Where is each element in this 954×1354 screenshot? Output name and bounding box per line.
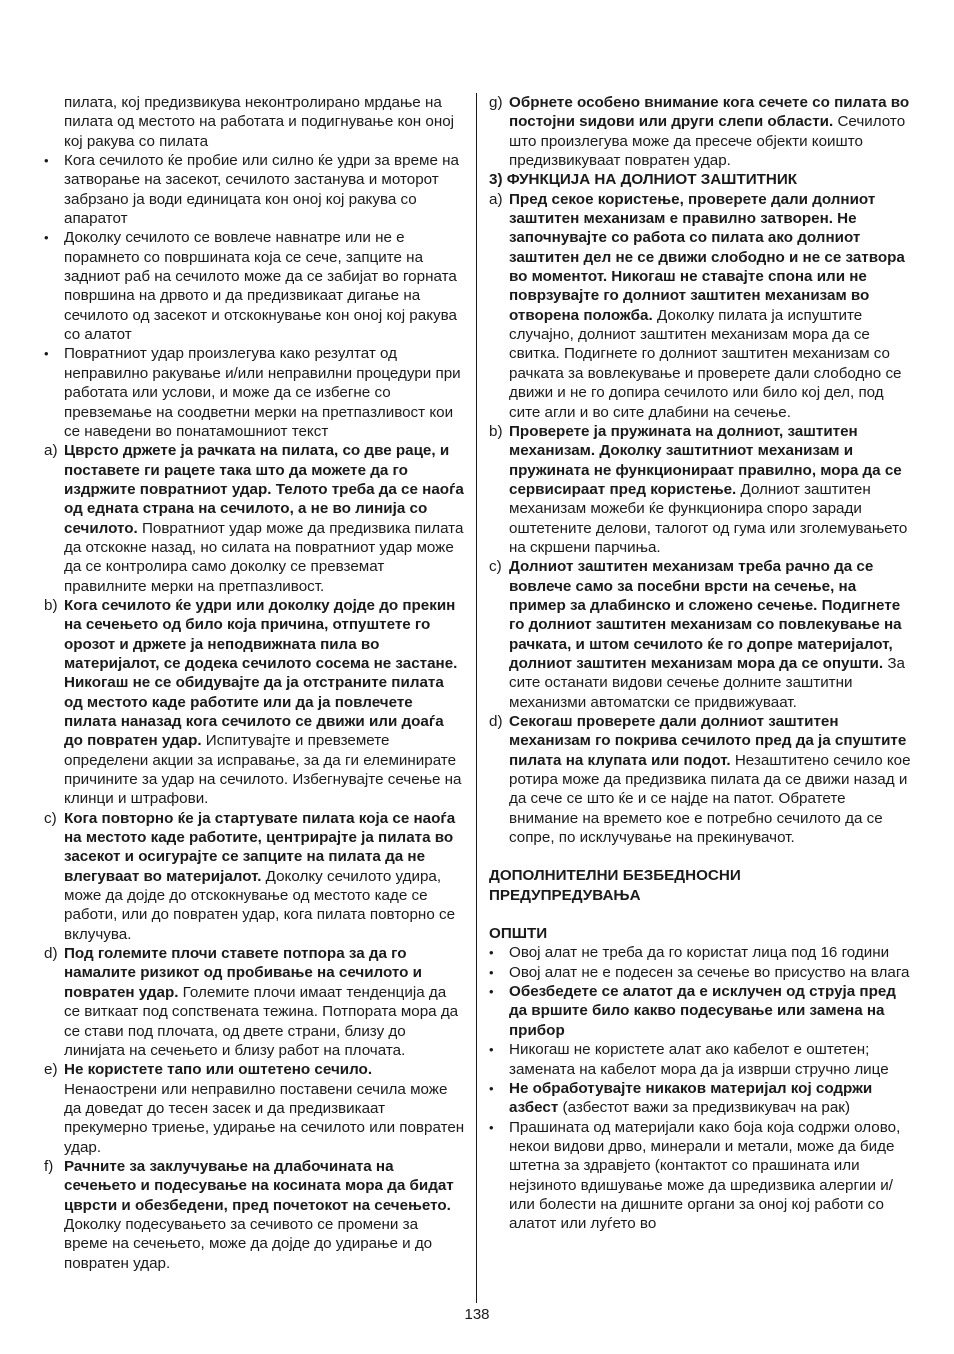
list-item-f <box>44 1157 466 1273</box>
item-text: Овој алат не треба да го користат лица под 16 години <box>509 944 890 962</box>
bullet-marker: • <box>489 1042 494 1058</box>
list-item <box>44 151 466 228</box>
item-text: (азбестот важи за предизвикувач на рак) <box>558 1099 850 1117</box>
item-bold-text: Секогаш проверете дали долниот заштитен механизам го покрива сечилото пред да ја спуштите пилата на клупата или подот. <box>509 713 907 769</box>
item-text: Сечилото што произлегува може да пресече објекти коишто предизвикуваат повратен удар. <box>509 113 906 170</box>
item-bold-text: Долниот заштитен механизам треба рачно да се вовлече само за посебни врсти на сечење, на пример за длабинско и сложено сечење. Подигнете го долниот заштитен механизам со повлекување на рачката, и штом сечилото ќе го допре материјалот, долниот заштитен механизам мора да се опушти. <box>509 558 902 672</box>
heading-line-1: ДОПОЛНИТЕЛНИ БЕЗБЕДНОСНИ <box>489 867 741 885</box>
item-marker: e) <box>44 1061 58 1079</box>
item-bold-text: Под големите плочи ставете потпора за да го намалите ризикот од пробивање на сечилото и повратен удар. <box>64 945 422 1001</box>
list-item-a <box>44 441 466 596</box>
item-text: За сите останати видови сечење долните заштитни механизми автоматски се придвижуваат. <box>509 654 905 711</box>
page-number: 138 <box>464 1306 490 1323</box>
list-item-e <box>44 1060 466 1157</box>
item-bold-text: Проверете ја пружината на долниот, заштитен механизам. Доколку заштитниот механизам и пружината не функционираат правилно, мора да се сервисираат пред користење. <box>509 422 902 498</box>
item-text: Доколку сечилото удира, може да дојде до отскокнување од местото каде се работи, или до повратен удар, кога пилата повторно се вклучува. <box>64 867 456 943</box>
bullet-marker: • <box>44 346 49 362</box>
list-item-b <box>44 596 466 809</box>
item-bold-text: Не користете тапо или оштетено сечило. <box>64 1061 373 1079</box>
item-bold-text: Пред секое користење, проверете дали долниот заштитен механизам е правилно затворен. Не започнувајте со работа со пилата ако долниот заштитен дел не се движи слободно и не се затвора во моментот. Никогаш не ставајте спона или не поврзувајте го долниот заштитен механизам во отворена положба. <box>509 190 905 324</box>
bullet-marker: • <box>489 945 494 961</box>
bullet-marker: • <box>489 984 494 1000</box>
item-text: Повратниот удар може да предизвика пилата да отскокне назад, но силата на повратниот удар може да се контролира само доколку се превземат правилните мерки на претпазливост. <box>64 519 464 595</box>
item-marker: d) <box>489 713 503 730</box>
item-text: Никогаш не користете алат ако кабелот е оштетен; замената на кабелот мора да ја изврши стручно лице <box>509 1041 889 1078</box>
left-column <box>44 93 466 1273</box>
item-text: Доколку пилата ја испуштите случајно, долниот заштитен механизам мора да се свитка. Подигнете го долниот заштитен механизам со рачката за вовлекување и проверете дали слободно се движи и не го допира сечилото или било кој дел, под сите агли и во сите длабини на сечење. <box>509 306 902 421</box>
list-item <box>44 228 466 344</box>
item-marker: f) <box>44 1157 54 1175</box>
list-item <box>489 1118 913 1234</box>
item-bold-text: Кога повторно ќе ја стартувате пилата која се наоѓа на местото каде работите, центрирајте ја пилата во засекот и осигурајте се запците на пилата да не влегуваат во материјалот. <box>64 809 456 885</box>
list-item <box>489 1040 913 1079</box>
item-bold-text: Рачните за заклучување на длабочината на сечењето и подесување на косината мора да бидат цврсти и обезбедени, пред почетокот на сечењето. <box>64 1157 454 1214</box>
section-3-title: 3) ФУНКЦИЈА НА ДОЛНИОТ ЗАШТИТНИК <box>489 171 798 189</box>
item-text: Долниот заштитен механизам можеби ќе функционира споро заради оштетените делови, талогот од гума или зголемувањето на скршени парчиња. <box>509 480 908 556</box>
list-item-d <box>44 944 466 1060</box>
bullet-text: Доколку сечилото се вовлече навнатре или не е порамнето со површината која се сече, запците на задниот раб на сечилото може да се забијат во горната површина на дрвото и да предизвикаат дигање на сечилото од засекот и отскокнување кон оној кој ракува со алатот <box>64 229 457 344</box>
item-text: Доколку подесувањето за сечивото се промени за време на сечењето, може да дојде до удирање и до повратен удар. <box>64 1215 433 1272</box>
item-marker: a) <box>489 190 503 208</box>
item-marker: b) <box>44 596 58 614</box>
list-item <box>489 1079 913 1118</box>
bullet-marker: • <box>44 153 49 169</box>
bullet-marker: • <box>44 230 49 246</box>
item-marker: a) <box>44 442 58 460</box>
item-text: Незаштитено сечило кое ротира може да предизвика пилата да се движи назад и да сече се што ќе и се најде на патот. Обратете внимание на времето кое е потребно сечилото да се сопре, по исклучување на прекинувачот. <box>509 751 911 847</box>
item-bold-text: Кога сечилото ќе удри или доколку дојде до прекин на сечењето од било која причина, отпуштете го орозот и држете ја неподвижната пила во материјалот, се додека сечилото сосема не застане. Никогаш не се обидувајте да ја отстраните пилата од местото каде работите или да ја повлечете пилата наназад кога сечилото се движи или доаѓа до повратен удар. <box>64 596 458 750</box>
item-text: Прашината од материјали како боја која содржи олово, некои видови дрво, минерали и метали, може да биде штетна за здравјето (контактот со прашината или нејзиното вдишување може да шредизвика алергии и/или болести на дишните органи за оној кој работи со алатот или луѓето во <box>509 1118 901 1233</box>
list-item-b <box>489 422 913 557</box>
bullet-text: Повратниот удар произлегува како резултат од неправилно ракување и/или неправилни процедури при работата или услови, и може да се избегне со превземање на соодветни мерки на претпазливост кои се наведени во понатамошниот текст <box>64 345 461 440</box>
column-divider <box>476 93 477 1303</box>
item-text: Испитувајте и превземете определени акции за исправање, за да ги елеминирате причините за удар на сечилото. Избегнувајте сечење на клинци и штрафови. <box>64 732 462 808</box>
item-bold-text: Обезбедете се алатот да е исклучен од струја пред да вршите било какво подесување или замена на прибор <box>509 983 896 1039</box>
list-item <box>489 963 913 982</box>
item-marker: g) <box>489 94 503 111</box>
item-text: Ненаострени или неправилно поставени сечила може да доведат до тесен засек и да предизвикаат прекумерно триење, удирање на сечилото или повратен удар. <box>64 1080 465 1156</box>
list-item <box>489 943 913 962</box>
list-item-g <box>489 93 913 170</box>
list-item-c <box>489 557 913 712</box>
item-text: Големите плочи имаат тенденција да се виткаат под сопствената тежина. Потпората мора да се стави под плочата, од двете страни, близу до линијата на сечењето и близу работ на плочата. <box>64 983 459 1059</box>
list-item-c <box>44 809 466 944</box>
general-title: ОПШТИ <box>489 925 548 943</box>
intro-text: пилата, кој предизвикува неконтролирано мрдање на пилата од местото на работата и подигнување кон оној кој ракува со пилата <box>64 94 455 150</box>
item-marker: c) <box>489 558 502 576</box>
spacer <box>489 905 913 924</box>
item-marker: b) <box>489 422 503 440</box>
list-item-a <box>489 190 913 422</box>
item-marker: c) <box>44 809 57 827</box>
section-heading <box>489 866 913 905</box>
bullet-marker: • <box>489 1080 494 1096</box>
list-item-d <box>489 712 913 847</box>
heading-line-2: ПРЕДУПРЕДУВАЊА <box>489 886 641 904</box>
bullet-marker: • <box>489 964 494 980</box>
list-item <box>489 982 913 1040</box>
item-text: Овој алат не е подесен за сечење во присуство на влага <box>509 963 910 981</box>
item-bold-text: Цврсто држете ја рачката на пилата, со две раце, и поставете ги рацете така што да можете да го издржите повратниот удар. Телото треба да се наоѓа од едната страна на сечилото, а не во линија со сечилото. <box>64 442 464 537</box>
bullet-marker: • <box>489 1119 494 1135</box>
item-bold-text: Обрнете особено внимание кога сечете со пилата во постојни ѕидови или други слепи области. <box>509 94 910 131</box>
spacer <box>489 847 913 866</box>
item-bold-text: Не обработувајте никаков материјал кој содржи азбест <box>509 1079 873 1117</box>
list-item <box>44 344 466 441</box>
right-column <box>489 93 913 1234</box>
item-marker: d) <box>44 945 58 963</box>
bullet-text: Кога сечилото ќе пробие или силно ќе удри за време на затворање на засекот, сечилото застанува и моторот забрзано ја води единицата кон оној кој ракува со апаратот <box>64 152 459 228</box>
